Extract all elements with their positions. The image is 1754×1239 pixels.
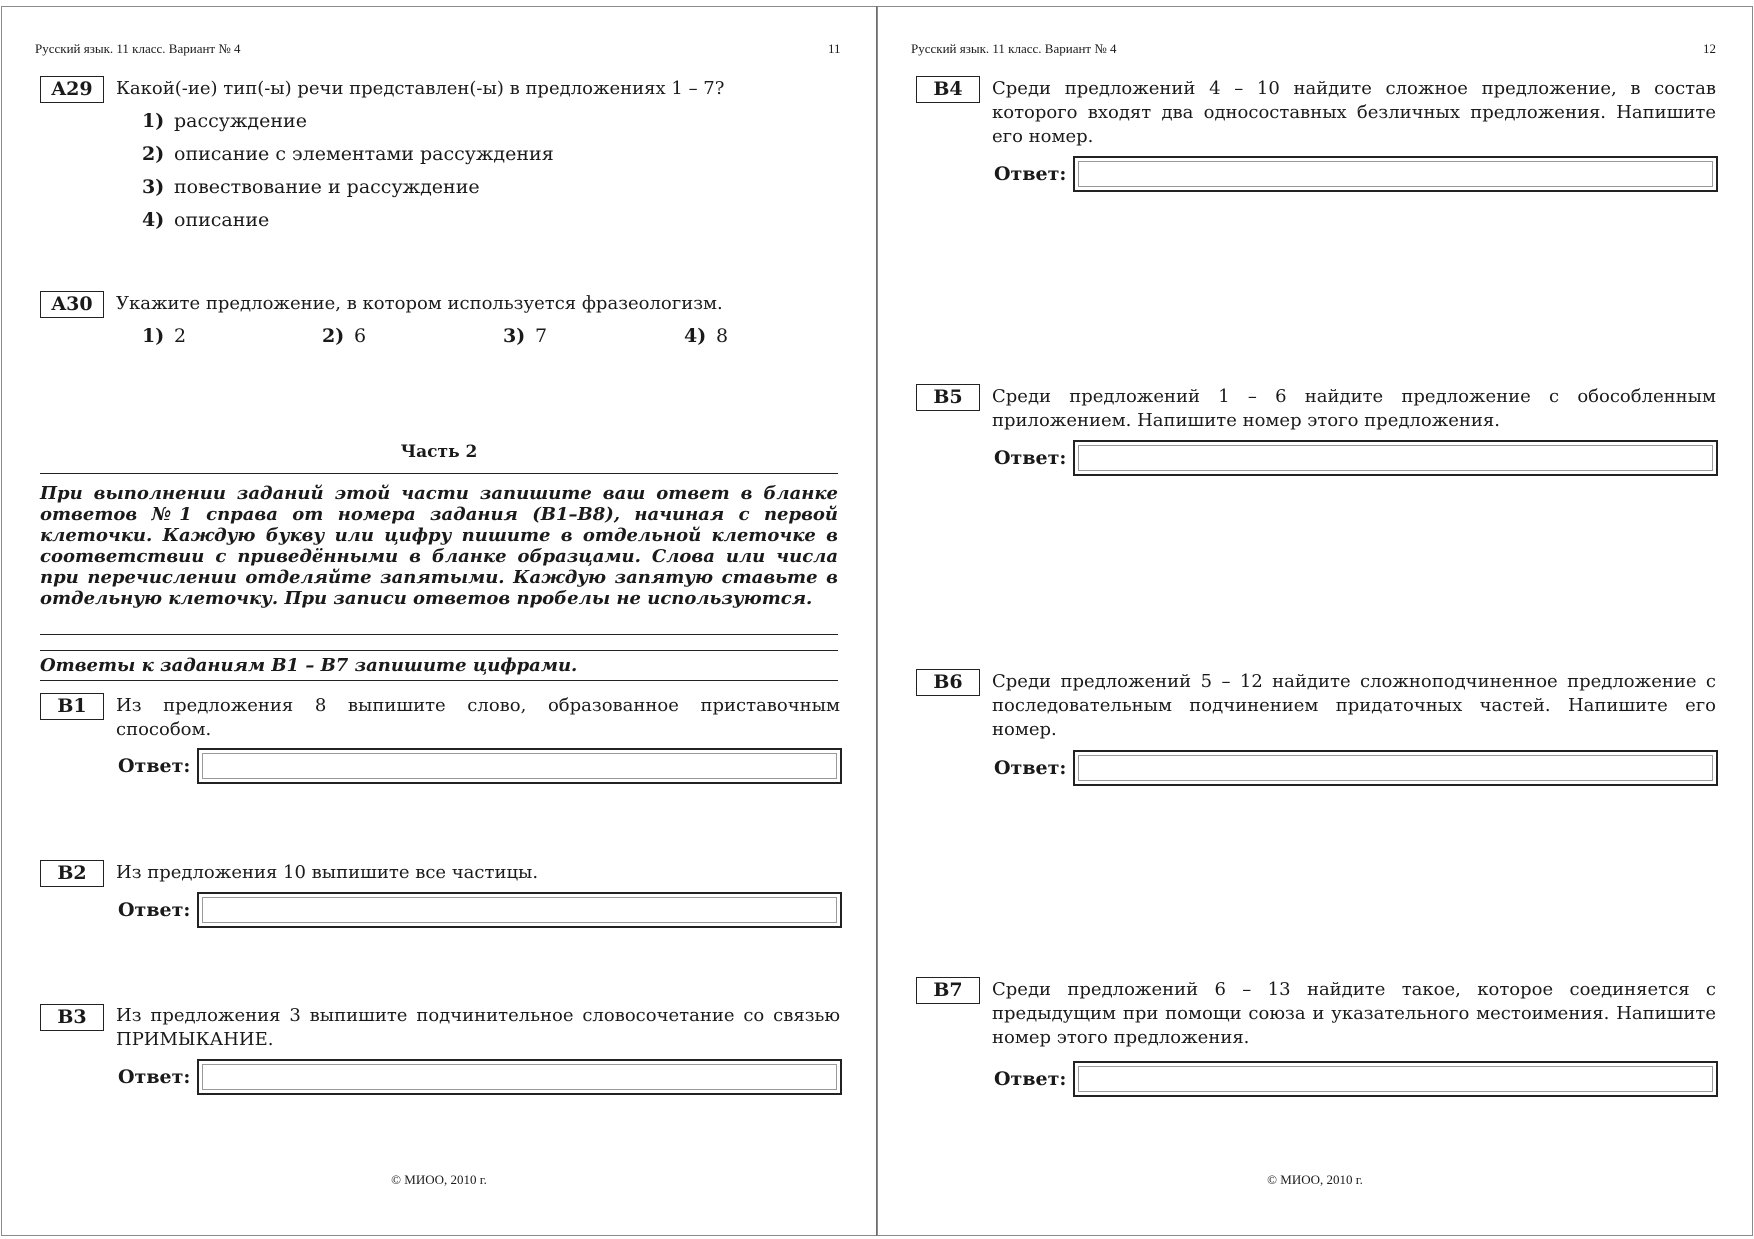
answer-field-inner bbox=[1078, 161, 1713, 187]
option-text: 8 bbox=[716, 325, 729, 347]
question-a29: Какой(-ие) тип(-ы) речи представлен(-ы) в предложениях 1 – 7? bbox=[116, 78, 725, 99]
part-title: Часть 2 bbox=[400, 442, 478, 462]
option-a29-4[interactable] bbox=[142, 209, 269, 231]
question-b1: Из предложения 8 выпишите слово, образованное приставочным способом. bbox=[116, 695, 840, 740]
option-text: рассуждение bbox=[174, 110, 307, 132]
answer-field-inner bbox=[202, 1064, 837, 1090]
option-a30-4[interactable] bbox=[684, 325, 728, 347]
task-label-b7: B7 bbox=[916, 977, 980, 1004]
footer: © МИОО, 2010 г. bbox=[391, 1172, 487, 1187]
option-a30-1[interactable] bbox=[142, 325, 186, 347]
answer-format-instruction: Ответы к заданиям В1 – В7 запишите цифрами. bbox=[40, 655, 578, 676]
question-b5: Среди предложений 1 – 6 найдите предложение с обособленным приложением. Напишите номер этого предложения. bbox=[992, 386, 1716, 431]
part-instructions: При выполнении заданий этой части запишите ваш ответ в бланке ответов №1 справа от номера задания (В1–В8), начиная с первой клеточки. Каждую букву или цифру пишите в отдельной клеточке в соответствии с приведёнными в бланке образцами. Слова или числа при перечислении отделяйте запятыми. Каждую запятую ставьте в отдельную клеточку. При записи ответов пробелы не используются. bbox=[40, 483, 838, 609]
question-b6: Среди предложений 5 – 12 найдите сложноподчиненное предложение с последовательным подчинением придаточных частей. Напишите его номер. bbox=[992, 671, 1716, 740]
answer-label: Ответ: bbox=[118, 755, 191, 777]
answer-field-inner bbox=[1078, 1066, 1713, 1092]
option-number: 4) bbox=[684, 325, 707, 347]
answer-field-b5[interactable] bbox=[1073, 440, 1718, 476]
option-a29-3[interactable] bbox=[142, 176, 480, 198]
answer-field-b6[interactable] bbox=[1073, 750, 1718, 786]
option-text: описание bbox=[174, 209, 270, 231]
option-number: 3) bbox=[503, 325, 526, 347]
task-label-b1: B1 bbox=[40, 693, 104, 720]
answer-label: Ответ: bbox=[994, 757, 1067, 779]
footer: © МИОО, 2010 г. bbox=[1267, 1172, 1363, 1187]
question-b2: Из предложения 10 выпишите все частицы. bbox=[116, 862, 539, 883]
option-number: 4) bbox=[142, 209, 165, 231]
option-number: 2) bbox=[142, 143, 165, 165]
answer-label: Ответ: bbox=[118, 899, 191, 921]
answer-field-inner bbox=[1078, 445, 1713, 471]
answer-label: Ответ: bbox=[994, 163, 1067, 185]
divider bbox=[40, 650, 838, 651]
question-b7: Среди предложений 6 – 13 найдите такое, которое соединяется с предыдущим при помощи союза и указательного местоимения. Напишите номер этого предложения. bbox=[992, 979, 1716, 1048]
answer-field-b7[interactable] bbox=[1073, 1061, 1718, 1097]
answer-field-b4[interactable] bbox=[1073, 156, 1718, 192]
option-text: 2 bbox=[174, 325, 187, 347]
answer-field-inner bbox=[1078, 755, 1713, 781]
answer-field-b3[interactable] bbox=[197, 1059, 842, 1095]
question-b4: Среди предложений 4 – 10 найдите сложное предложение, в состав которого входят два односоставных безличных предложения. Напишите его номер. bbox=[992, 78, 1716, 147]
option-a30-3[interactable] bbox=[503, 325, 547, 347]
divider bbox=[40, 634, 838, 635]
divider bbox=[40, 473, 838, 474]
answer-label: Ответ: bbox=[994, 1068, 1067, 1090]
option-number: 1) bbox=[142, 110, 165, 132]
answer-field-b1[interactable] bbox=[197, 748, 842, 784]
option-number: 1) bbox=[142, 325, 165, 347]
option-number: 2) bbox=[322, 325, 345, 347]
left-page bbox=[1, 6, 877, 1236]
option-text: описание с элементами рассуждения bbox=[174, 143, 554, 165]
page-header: Русский язык. 11 класс. Вариант № 4 bbox=[911, 41, 1117, 56]
option-a29-1[interactable] bbox=[142, 110, 307, 132]
option-text: повествование и рассуждение bbox=[174, 176, 480, 198]
answer-label: Ответ: bbox=[118, 1066, 191, 1088]
answer-field-inner bbox=[202, 897, 837, 923]
option-number: 3) bbox=[142, 176, 165, 198]
option-a30-2[interactable] bbox=[322, 325, 366, 347]
answer-field-b2[interactable] bbox=[197, 892, 842, 928]
question-b3: Из предложения 3 выпишите подчинительное словосочетание со связью ПРИМЫКАНИЕ. bbox=[116, 1005, 840, 1050]
task-label-b3: B3 bbox=[40, 1004, 104, 1031]
option-a29-2[interactable] bbox=[142, 143, 554, 165]
page-number: 11 bbox=[828, 41, 841, 56]
answer-field-inner bbox=[202, 753, 837, 779]
divider bbox=[40, 680, 838, 681]
page-header: Русский язык. 11 класс. Вариант № 4 bbox=[35, 41, 241, 56]
task-label-b5: B5 bbox=[916, 384, 980, 411]
right-page bbox=[877, 6, 1753, 1236]
task-label-b6: B6 bbox=[916, 669, 980, 696]
option-text: 7 bbox=[535, 325, 548, 347]
page-number: 12 bbox=[1703, 41, 1716, 56]
question-a30: Укажите предложение, в котором используется фразеологизм. bbox=[116, 293, 723, 314]
option-text: 6 bbox=[354, 325, 367, 347]
task-label-b4: B4 bbox=[916, 76, 980, 103]
task-label-a30: A30 bbox=[40, 291, 104, 318]
task-label-b2: B2 bbox=[40, 860, 104, 887]
answer-label: Ответ: bbox=[994, 447, 1067, 469]
task-label-a29: A29 bbox=[40, 76, 104, 103]
